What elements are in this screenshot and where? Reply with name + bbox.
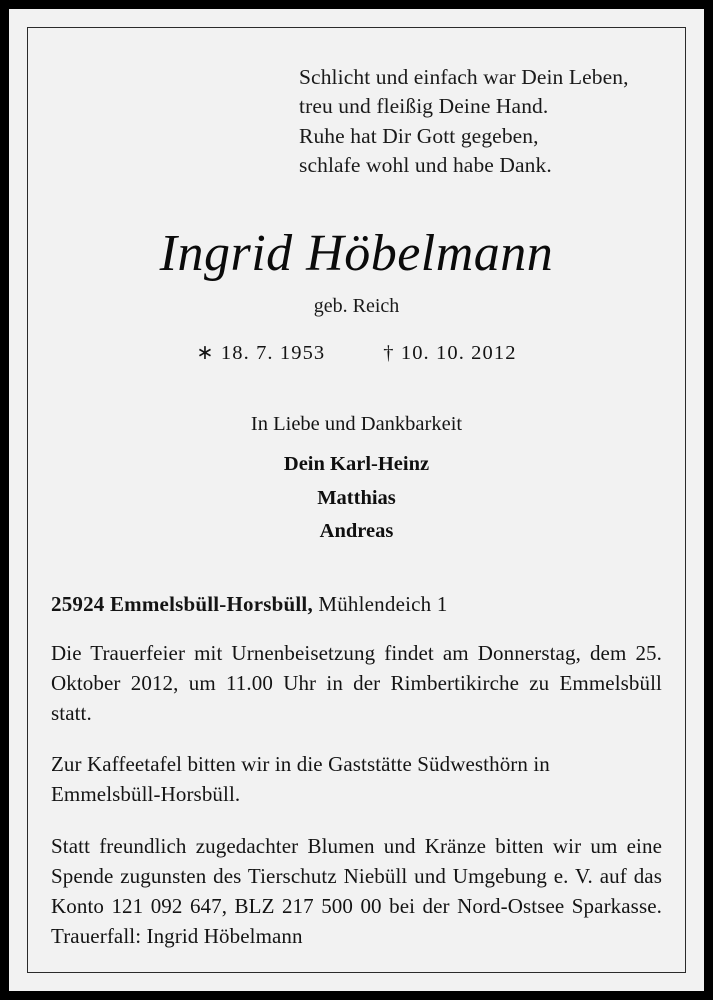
survivors-list [51,448,662,548]
verse-block [51,63,662,181]
obituary-content [51,51,662,951]
verse-line-1: Schlicht und einfach war Dein Leben, [299,65,629,89]
address-city: Emmelsbüll-Horsbüll, [109,592,313,617]
birth-date: ∗ 18. 7. 1953 [196,342,326,365]
verse-line-3: Ruhe hat Dir Gott gegeben, [299,123,539,148]
funeral-details-paragraph: Die Trauerfeier mit Urnenbeisetzung findet am Donnerstag, dem 25. Oktober 2012, um 11.00 Uhr in der Rimbertikirche zu Emmelsbüll statt. [51,641,662,725]
donation-paragraph: Statt freundlich zugedachter Blumen und Kränze bitten wir um eine Spende zugunsten des Tierschutz Niebüll und Umgebung e. V. auf das Konto 121 092 647, BLZ 217 500 00 bei der Nord-Ostsee Sparkasse. Trauerfall: Ingrid Höbelmann [51,834,662,948]
verse-line-2: treu und fleißig Deine Hand. [299,94,549,119]
reception-paragraph: Zur Kaffeetafel bitten wir in die Gaststätte Südwesthörn in Emmelsbüll-Horsbüll. [51,752,550,807]
survivor-item: Dein Karl-Heinz [283,453,430,476]
survivor-item: Andreas [319,519,394,542]
verse-line-4: schlafe wohl und habe Dank. [299,153,552,178]
address-postal-code: 25924 [51,592,105,617]
death-date: † 10. 10. 2012 [383,342,517,365]
obituary-card [9,9,704,991]
maiden-name: geb. Reich [313,295,400,318]
deceased-name: Ingrid Höbelmann [159,224,554,282]
survivor-item: Matthias [317,486,396,509]
life-dates [51,340,662,365]
address-street: Mühlendeich 1 [318,592,448,617]
address-line [51,592,662,617]
dedication-line: In Liebe und Dankbarkeit [250,413,463,436]
